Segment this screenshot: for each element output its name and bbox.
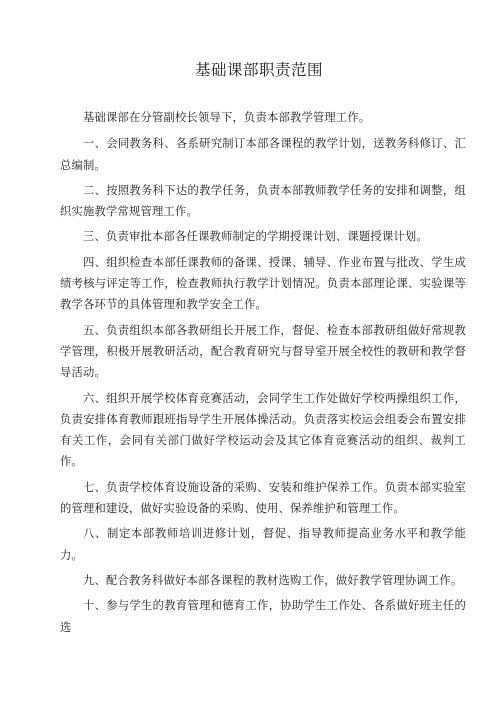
paragraph-item-5: 五、负责组织本部各教研组长开展工作，督促、检查本部教研组做好常规教学管理，积极开展教研活动，配合教育研究与督导室开展全校性的教研和教学督导活动。 bbox=[60, 323, 466, 380]
paragraph-item-1: 一、会同教务科、各系研究制订本部各课程的教学计划，送教务科修订、汇总编制。 bbox=[60, 137, 466, 172]
paragraph-item-3: 三、负责审批本部各任课教师制定的学期授课计划、课题授课计划。 bbox=[83, 230, 428, 244]
paragraph-item-10: 十、参与学生的教育管理和德育工作，协助学生工作处、各系做好班主任的选 bbox=[60, 599, 466, 634]
document-title: 基础课部职责范围 bbox=[194, 61, 323, 79]
paragraph-intro: 基础课部在分管副校长领导下，负责本部教学管理工作。 bbox=[83, 111, 371, 124]
paragraph-item-7: 七、负责学校体育设施设备的采购、安装和维护保养工作。负责本部实验室的管理和建设，做好实验设备的采购、使用、保养维护和管理工作。 bbox=[60, 480, 466, 516]
paragraph-item-9: 九、配合教务科做好本部各课程的教材选购工作，做好教学管理协调工作。 bbox=[83, 573, 463, 587]
paragraph-item-6: 六、组织开展学校体育竞赛活动，会同学生工作处做好学校两操组织工作，负责安排体育教师跟班指导学生开展体操活动。负责落实校运会组委会布置安排有关工作，会同有关部门做好学校运动会及其它体育竞赛活动的组织、裁判工作。 bbox=[60, 391, 466, 469]
paragraph-item-2: 二、按照教务科下达的教学任务，负责本部教师教学任务的安排和调整，组织实施教学常规管理工作。 bbox=[60, 183, 466, 219]
document-body bbox=[60, 107, 466, 638]
paragraph-item-8: 八、制定本部教师培训进修计划，督促、指导教师提高业务水平和教学能力。 bbox=[60, 527, 466, 562]
paragraph-item-4: 四、组织检查本部任课教师的备课、授课、辅导、作业布置与批改、学生成绩考核与评定等工作，检查教师执行教学计划情况。负责本部理论课、实验课等教学各环节的具体管理和教学安全工作。 bbox=[60, 255, 466, 312]
